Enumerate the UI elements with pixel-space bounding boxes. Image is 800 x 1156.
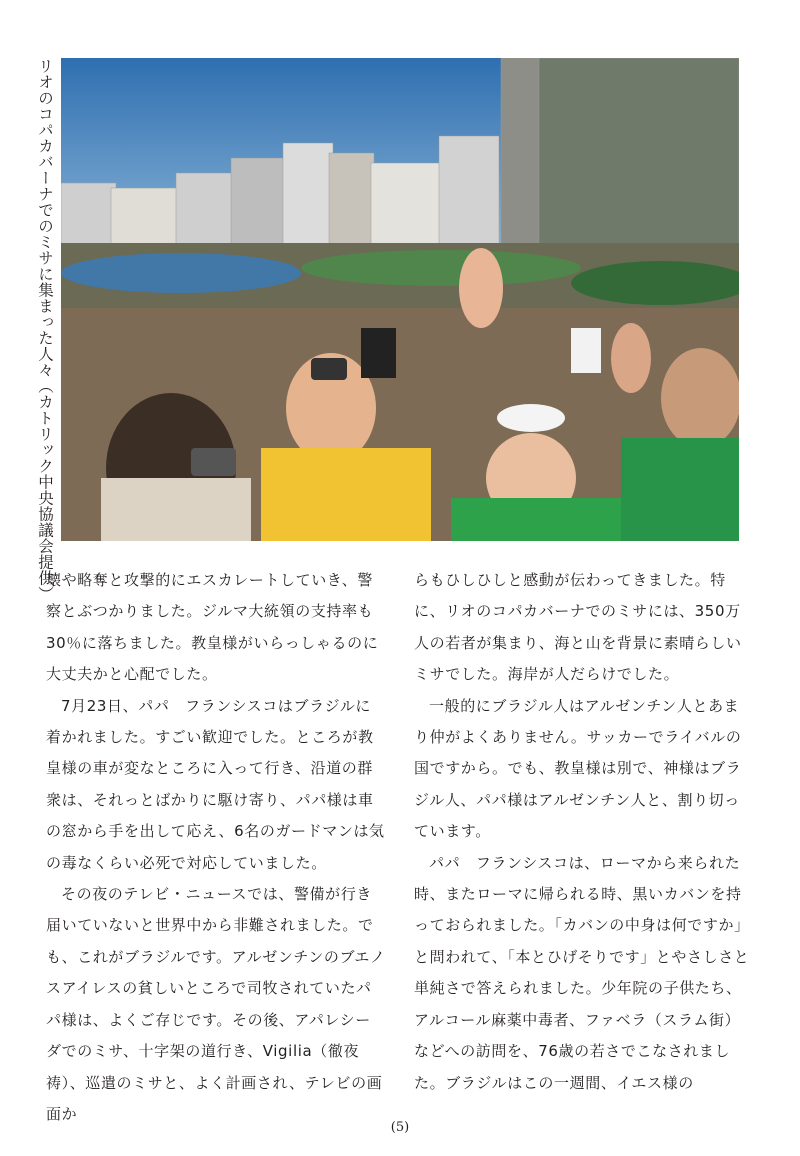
paragraph: パパ フランシスコは、ローマから来られた時、またローマに帰られる時、黒いカバンを持っておられました。「カバンの中身は何ですか」と問われて、「本とひげそりです」とやさしさと単純さで答えられました。少年院の子供たち、アルコール麻薬中毒者、ファベラ（スラム街）などへの訪問を、76歳の若さでこなされました。ブラジルはこの一週間、イエス様の [414, 853, 750, 1092]
paragraph: 壊や略奪と攻撃的にエスカレートしていき、警察とぶつかりました。ジルマ大統領の支持率も30％に落ちました。教皇様がいらっしゃるのに大丈夫かと心配でした。 [46, 571, 379, 684]
photo-caption: リオのコパカバーナでのミサに集まった人々（カトリック中央協議会提供） [36, 58, 54, 602]
right-column [414, 565, 754, 1099]
paragraph: 7月23日、パパ フランシスコはブラジルに着かれました。すごい歓迎でした。ところが教皇様の車が変なところに入って行き、沿道の群衆は、それっとばかりに駆け寄り、パパ様は車の窓から手を出して応え、6名のガードマンは気の毒なくらい必死で対応していました。 [46, 696, 385, 872]
paragraph: その夜のテレビ・ニュースでは、警備が行き届いていないと世界中から非難されました。でも、これがブラジルです。アルゼンチンのブエノスアイレスの貧しいところで司牧されていたパパ様は、よくご存じです。その後、アパレシーダでのミサ、十字架の道行き、Vigilia（徹夜祷）、巡遣のミサと、よく計画され、テレビの画面か [46, 885, 386, 1123]
crowd-photo [61, 58, 739, 541]
page-number: (5) [390, 1120, 410, 1135]
left-column [46, 565, 386, 1130]
paragraph: らもひしひしと感動が伝わってきました。特に、リオのコパカバーナでのミサには、350万人の若者が集まり、海と山を背景に素晴らしいミサでした。海岸が人だらけでした。 [414, 571, 742, 684]
paragraph: 一般的にブラジル人はアルゼンチン人とあまり仲がよくありません。サッカーでライバルの国ですから。でも、教皇様は別で、神様はブラジル人、パパ様はアルゼンチン人と、割り切っています。 [414, 696, 742, 841]
